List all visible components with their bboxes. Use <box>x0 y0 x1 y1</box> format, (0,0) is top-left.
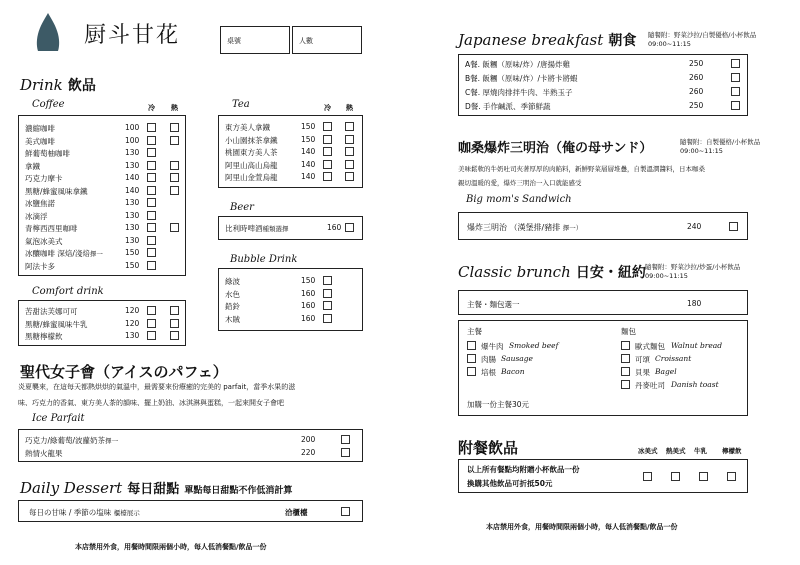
item-price: 200 <box>301 435 316 444</box>
breakfast-row <box>459 72 747 85</box>
item-name-text: D餐. 手作鹹派、季節鮮蔬 <box>465 102 551 111</box>
coffee-row <box>19 197 185 210</box>
item-checkbox[interactable] <box>147 236 156 245</box>
item-price: 100 <box>125 135 140 145</box>
item-name <box>25 136 55 147</box>
item-name <box>25 173 63 184</box>
item-checkbox[interactable] <box>323 147 332 156</box>
item-name-text: 木賊 <box>225 314 240 324</box>
parfait-row <box>19 434 362 447</box>
brunch-price: 180 <box>687 299 702 308</box>
item-checkbox[interactable] <box>345 122 354 131</box>
item-price: 130 <box>125 160 140 170</box>
coffee-row <box>19 247 185 260</box>
item-price: 140 <box>301 172 316 181</box>
item-checkbox[interactable] <box>731 101 740 110</box>
tea-row <box>219 171 362 184</box>
item-name <box>25 236 63 247</box>
item-name-text: 青檸西西里咖啡 <box>25 224 78 233</box>
brunch-bread-zh: 丹麥吐司 <box>635 381 665 390</box>
item-name <box>25 211 48 222</box>
item-checkbox[interactable] <box>170 223 179 232</box>
breakfast-note: 隨餐附：野菜沙拉/自製優格/小杯飲品 <box>648 31 757 39</box>
item-name-text: 阿里山金萱烏龍 <box>225 173 278 182</box>
item-checkbox[interactable] <box>323 172 332 181</box>
item-name-text: 美式咖啡 <box>25 136 55 146</box>
item-price: 100 <box>125 123 140 132</box>
coffee-list <box>18 115 186 276</box>
item-name <box>225 276 240 287</box>
tea-row <box>219 159 362 172</box>
brunch-mains-label: 主餐 <box>467 327 482 336</box>
breakfast-list <box>458 54 748 116</box>
item-checkbox[interactable] <box>170 173 179 182</box>
dessert-title: Daily Dessert 每日甜點 單點每日甜點不作低消計算 <box>20 479 293 497</box>
item-name <box>25 198 55 209</box>
item-name-text: C餐. 厚燒肉排拌牛肉、半熟玉子 <box>465 88 573 97</box>
dessert-list <box>18 500 363 522</box>
brunch-bread-label: 麵包 <box>621 327 636 336</box>
brunch-bread-checkbox[interactable] <box>621 380 630 389</box>
side-drink-checkbox-4[interactable] <box>727 472 736 481</box>
coffee-row <box>19 210 185 223</box>
item-name-text: 黑糖/蜂蜜風味拿鐵 <box>25 186 88 196</box>
item-name-text: 水色 <box>225 289 240 299</box>
bubble-row <box>219 300 362 313</box>
item-name <box>225 301 240 312</box>
item-price: 160 <box>301 313 316 323</box>
coffee-row <box>19 260 185 273</box>
footer-note-left: 本店禁用外食，用餐時間限兩個小時，每人低消餐點/飲品一份 <box>75 543 267 551</box>
item-checkbox[interactable] <box>147 261 156 270</box>
item-name-text: 黑糖/蜂蜜風味牛乳 <box>25 319 88 329</box>
item-checkbox[interactable] <box>731 87 740 96</box>
item-name <box>25 435 118 446</box>
item-checkbox[interactable] <box>345 147 354 156</box>
brunch-bread-checkbox[interactable] <box>621 354 630 363</box>
item-name <box>25 123 55 134</box>
item-note: 擇一 <box>89 250 103 258</box>
sandwich-subtitle: Big mom's Sandwich <box>466 194 572 205</box>
tea-title: Tea <box>232 99 250 110</box>
item-checkbox[interactable] <box>170 331 179 340</box>
brunch-main-zh: 肉腸 <box>481 355 496 364</box>
item-name-text: 小山園抹茶拿鐵 <box>225 135 278 145</box>
brunch-bread-en: Bagel <box>655 367 677 376</box>
item-checkbox[interactable] <box>170 136 179 145</box>
dessert-action: 洽櫃檯 <box>285 508 308 517</box>
bubble-title: Bubble Drink <box>230 254 298 265</box>
item-price: 120 <box>125 318 140 328</box>
item-price: 260 <box>689 73 704 82</box>
item-name <box>25 248 103 259</box>
parfait-desc-1: 炎夏襲來，在這每天都熱烘烘的氣溫中，最需要來份療癒的完美的 parfait，當季水果的滋 <box>18 383 296 391</box>
item-name <box>25 306 78 317</box>
item-price: 220 <box>301 447 316 457</box>
bubble-row <box>219 313 362 326</box>
item-note: 擇一 <box>105 437 119 445</box>
item-checkbox[interactable] <box>170 186 179 195</box>
item-price: 160 <box>301 288 316 298</box>
side-drink-line-1: 以上所有餐點均附贈小杯飲品一份 <box>467 465 580 474</box>
item-checkbox[interactable] <box>147 306 156 315</box>
item-name-text: 冰鹽焦諾 <box>25 199 55 208</box>
tea-row <box>219 121 362 134</box>
item-price: 130 <box>125 198 140 207</box>
item-name-text: 桃園東方美人茶 <box>225 148 278 157</box>
item-checkbox[interactable] <box>170 161 179 170</box>
coffee-row <box>19 122 185 135</box>
parfait-title: 聖代女子會（アイスのパフェ） <box>20 363 228 381</box>
dessert-checkbox[interactable] <box>341 507 350 516</box>
item-checkbox[interactable] <box>147 248 156 257</box>
item-checkbox[interactable] <box>147 136 156 145</box>
tea-row <box>219 146 362 159</box>
item-checkbox[interactable] <box>170 306 179 315</box>
item-name <box>225 122 270 133</box>
brunch-main-en: Bacon <box>501 367 525 376</box>
brunch-bread-option <box>459 379 747 392</box>
item-checkbox[interactable] <box>147 148 156 157</box>
item-name <box>225 289 240 300</box>
item-price: 160 <box>301 301 316 310</box>
coffee-row <box>19 172 185 185</box>
item-checkbox[interactable] <box>147 173 156 182</box>
item-name <box>25 148 70 159</box>
item-price: 130 <box>125 331 140 340</box>
side-drink-title: 附餐飲品 <box>458 439 519 457</box>
coffee-row <box>19 147 185 160</box>
item-name-text: 東方美人拿鐵 <box>225 123 270 132</box>
beer-checkbox[interactable] <box>345 223 354 232</box>
item-checkbox[interactable] <box>323 301 332 310</box>
item-price: 130 <box>125 148 140 157</box>
item-name <box>225 314 240 325</box>
brunch-main-en: Smoked beef <box>509 341 559 350</box>
parfait-subtitle: Ice Parfait <box>32 413 85 424</box>
item-name-text: 熱情火龍果 <box>25 448 63 458</box>
tea-list <box>218 115 363 188</box>
coffee-row <box>19 185 185 198</box>
brunch-bread-zh: 貝果 <box>635 368 650 377</box>
item-name <box>225 172 278 183</box>
item-name-text: 濃縮咖啡 <box>25 124 55 133</box>
item-price: 150 <box>125 260 140 270</box>
sandwich-desc-1: 美味鬆軟的牛奶吐司夾著厚厚的肉餡料，新鮮野菜層層堆疊，自製溫潤醬料，日本咖桑 <box>458 165 705 173</box>
item-name-text: 阿里山高山烏龍 <box>225 160 278 170</box>
item-checkbox[interactable] <box>147 198 156 207</box>
item-checkbox[interactable] <box>147 319 156 328</box>
item-checkbox[interactable] <box>147 161 156 170</box>
item-name-text: 綠波 <box>225 277 240 286</box>
brunch-bread-checkbox[interactable] <box>621 367 630 376</box>
side-drink-option: 牛乳 <box>694 447 707 455</box>
item-name-text: 巧克力/綠葡萄/波蘿奶茶 <box>25 436 106 445</box>
item-checkbox[interactable] <box>170 319 179 328</box>
tea-cold-header: 冷 <box>324 104 331 112</box>
item-price: 140 <box>125 173 140 182</box>
beer-title: Beer <box>230 202 254 213</box>
tea-hot-header: 熱 <box>346 104 353 112</box>
brunch-bread-en: Croissant <box>655 354 692 363</box>
item-name <box>465 101 551 112</box>
item-name-text: B餐. 飯糰（原味/炸）/卡將卡將蝦 <box>465 74 578 83</box>
drink-title: Drink 飲品 <box>20 76 96 94</box>
footer-note-right: 本店禁用外食，用餐時間限兩個小時，每人低消餐點/飲品一份 <box>486 523 678 531</box>
item-price: 130 <box>125 210 140 220</box>
item-checkbox[interactable] <box>147 331 156 340</box>
people-count-field[interactable]: 人數 <box>292 26 362 54</box>
coffee-title: Coffee <box>32 99 65 110</box>
item-checkbox[interactable] <box>323 122 332 131</box>
side-drink-line-2: 換購其他飲品可折抵50元 <box>467 479 553 488</box>
item-name <box>465 87 573 98</box>
breakfast-title: Japanese breakfast 朝食 <box>458 31 637 49</box>
item-name-text: 阿法卡多 <box>25 261 55 271</box>
item-name <box>25 161 40 172</box>
coffee-cold-header: 冷 <box>148 104 155 112</box>
item-price: 250 <box>689 59 704 68</box>
item-checkbox[interactable] <box>341 448 350 457</box>
item-checkbox[interactable] <box>323 289 332 298</box>
beer-item: 比利時啤酒種類選擇 <box>225 224 289 233</box>
item-checkbox[interactable] <box>345 160 354 169</box>
item-price: 250 <box>689 101 704 110</box>
comfort-row <box>19 330 185 343</box>
item-name <box>25 331 63 342</box>
item-checkbox[interactable] <box>147 123 156 132</box>
tea-row <box>219 134 362 147</box>
item-checkbox[interactable] <box>170 123 179 132</box>
item-name-text: 巧克力摩卡 <box>25 174 63 183</box>
brunch-bread-zh: 可頌 <box>635 355 650 364</box>
item-name-text: 苦甜法芙娜可可 <box>25 307 78 316</box>
brunch-bread-option <box>459 366 747 379</box>
item-name-text: 鮮葡萄柚咖啡 <box>25 149 70 158</box>
item-price: 150 <box>301 276 316 285</box>
parfait-list <box>18 429 363 462</box>
comfort-title: Comfort drink <box>32 286 104 297</box>
coffee-row <box>19 235 185 248</box>
item-checkbox[interactable] <box>323 276 332 285</box>
item-name-text: 黑糖檸檬飲 <box>25 332 63 341</box>
brunch-bread-option <box>459 340 747 353</box>
brunch-bread-en: Danish toast <box>671 380 719 389</box>
item-checkbox[interactable] <box>323 314 332 323</box>
item-checkbox[interactable] <box>341 435 350 444</box>
breakfast-row <box>459 86 747 99</box>
item-name <box>225 135 278 146</box>
brunch-main-zh: 爆牛肉 <box>481 342 504 351</box>
item-name <box>465 59 570 70</box>
item-name <box>225 147 278 158</box>
side-drink-option: 熱美式 <box>666 447 686 455</box>
coffee-hot-header: 熱 <box>171 104 178 112</box>
bubble-list <box>218 268 363 331</box>
item-name-text: 冰釀咖啡 深焙/淺焙 <box>25 249 90 258</box>
brunch-title: Classic brunch 日安・紐約 <box>458 263 646 281</box>
sandwich-price: 240 <box>687 222 702 231</box>
sandwich-checkbox[interactable] <box>729 222 738 231</box>
side-drink-checkbox-2[interactable] <box>671 472 680 481</box>
item-checkbox[interactable] <box>147 186 156 195</box>
table-number-field[interactable]: 桌號 <box>220 26 290 54</box>
sandwich-item: 爆炸三明治 （漢堡排/豬排 擇一） <box>467 223 583 232</box>
breakfast-row <box>459 58 747 71</box>
item-price: 130 <box>125 223 140 232</box>
item-price: 130 <box>125 235 140 245</box>
item-price: 140 <box>125 185 140 195</box>
item-checkbox[interactable] <box>323 160 332 169</box>
brunch-bread-en: Walnut bread <box>671 341 723 350</box>
sandwich-note: 隨餐附：自製優格/小杯飲品 <box>680 138 761 146</box>
item-price: 140 <box>301 147 316 156</box>
item-price: 120 <box>125 306 140 315</box>
brunch-main-en: Sausage <box>501 354 533 363</box>
side-drink-checkbox-1[interactable] <box>643 472 652 481</box>
item-name-text: 鉛鈴 <box>225 302 240 311</box>
item-name <box>465 73 577 84</box>
sandwich-title: 咖桑爆炸三明治（俺の母サンド） <box>458 141 653 156</box>
item-checkbox[interactable] <box>147 211 156 220</box>
beer-price: 160 <box>327 223 342 232</box>
item-name-text: 氣泡冰美式 <box>25 236 63 246</box>
comfort-row <box>19 305 185 318</box>
sandwich-time: 09:00~11:15 <box>680 147 723 155</box>
item-name <box>25 319 88 330</box>
brunch-note: 隨餐附：野菜沙拉/炒蛋/小杯飲品 <box>645 263 741 271</box>
brunch-options <box>458 320 748 416</box>
bubble-row <box>219 275 362 288</box>
item-checkbox[interactable] <box>323 135 332 144</box>
item-checkbox[interactable] <box>345 135 354 144</box>
brunch-main-label: 主餐・麵包選一 <box>467 300 520 309</box>
item-checkbox[interactable] <box>345 172 354 181</box>
parfait-row <box>19 447 362 460</box>
logo-shield-icon <box>34 12 62 52</box>
sandwich-desc-2: 親切溫暖的愛，爆炸三明治一入口就能感受 <box>458 179 582 187</box>
brunch-main-zh: 培根 <box>481 368 496 377</box>
item-checkbox[interactable] <box>147 223 156 232</box>
item-price: 260 <box>689 87 704 96</box>
item-name <box>25 186 88 197</box>
parfait-desc-2: 味、巧克力的香氣、東方美人茶的韻味、擺上奶油、冰淇淋與蛋糕，一起來開女子會吧 <box>18 399 284 407</box>
comfort-list <box>18 300 186 346</box>
item-name <box>25 261 55 272</box>
item-name-text: A餐. 飯糰（原味/炸）/唐揚炸雞 <box>465 60 570 69</box>
brunch-extra: 加購一份主餐30元 <box>467 400 530 409</box>
brunch-time: 09:00~11:15 <box>645 272 688 280</box>
item-checkbox[interactable] <box>731 59 740 68</box>
brand-logo: 厨斗甘花 <box>84 23 181 48</box>
item-price: 140 <box>301 159 316 169</box>
item-name <box>25 223 78 234</box>
item-checkbox[interactable] <box>731 73 740 82</box>
brunch-bread-option <box>459 353 747 366</box>
brunch-bread-checkbox[interactable] <box>621 341 630 350</box>
coffee-row <box>19 222 185 235</box>
breakfast-row <box>459 100 747 113</box>
brunch-main-line <box>458 290 748 315</box>
bubble-row <box>219 288 362 301</box>
breakfast-time: 09:00~11:15 <box>648 40 691 48</box>
dessert-item: 每日の甘味 / 季節の塩味 櫃檯展示 <box>29 508 140 517</box>
side-drink-checkbox-3[interactable] <box>699 472 708 481</box>
item-name-text: 冰滴浮 <box>25 211 48 221</box>
side-drink-box <box>458 459 748 493</box>
item-name-text: 拿鐵 <box>25 161 40 171</box>
item-price: 150 <box>301 122 316 131</box>
sandwich-list <box>458 212 748 240</box>
coffee-row <box>19 135 185 148</box>
brunch-bread-zh: 歐式麵包 <box>635 342 665 351</box>
beer-list <box>218 216 363 240</box>
coffee-row <box>19 160 185 173</box>
item-price: 150 <box>125 248 140 257</box>
comfort-row <box>19 318 185 331</box>
side-drink-option: 冰美式 <box>638 447 658 455</box>
item-price: 150 <box>301 134 316 144</box>
side-drink-option: 檸檬飲 <box>722 447 742 455</box>
item-name <box>25 448 63 459</box>
item-name <box>225 160 278 171</box>
